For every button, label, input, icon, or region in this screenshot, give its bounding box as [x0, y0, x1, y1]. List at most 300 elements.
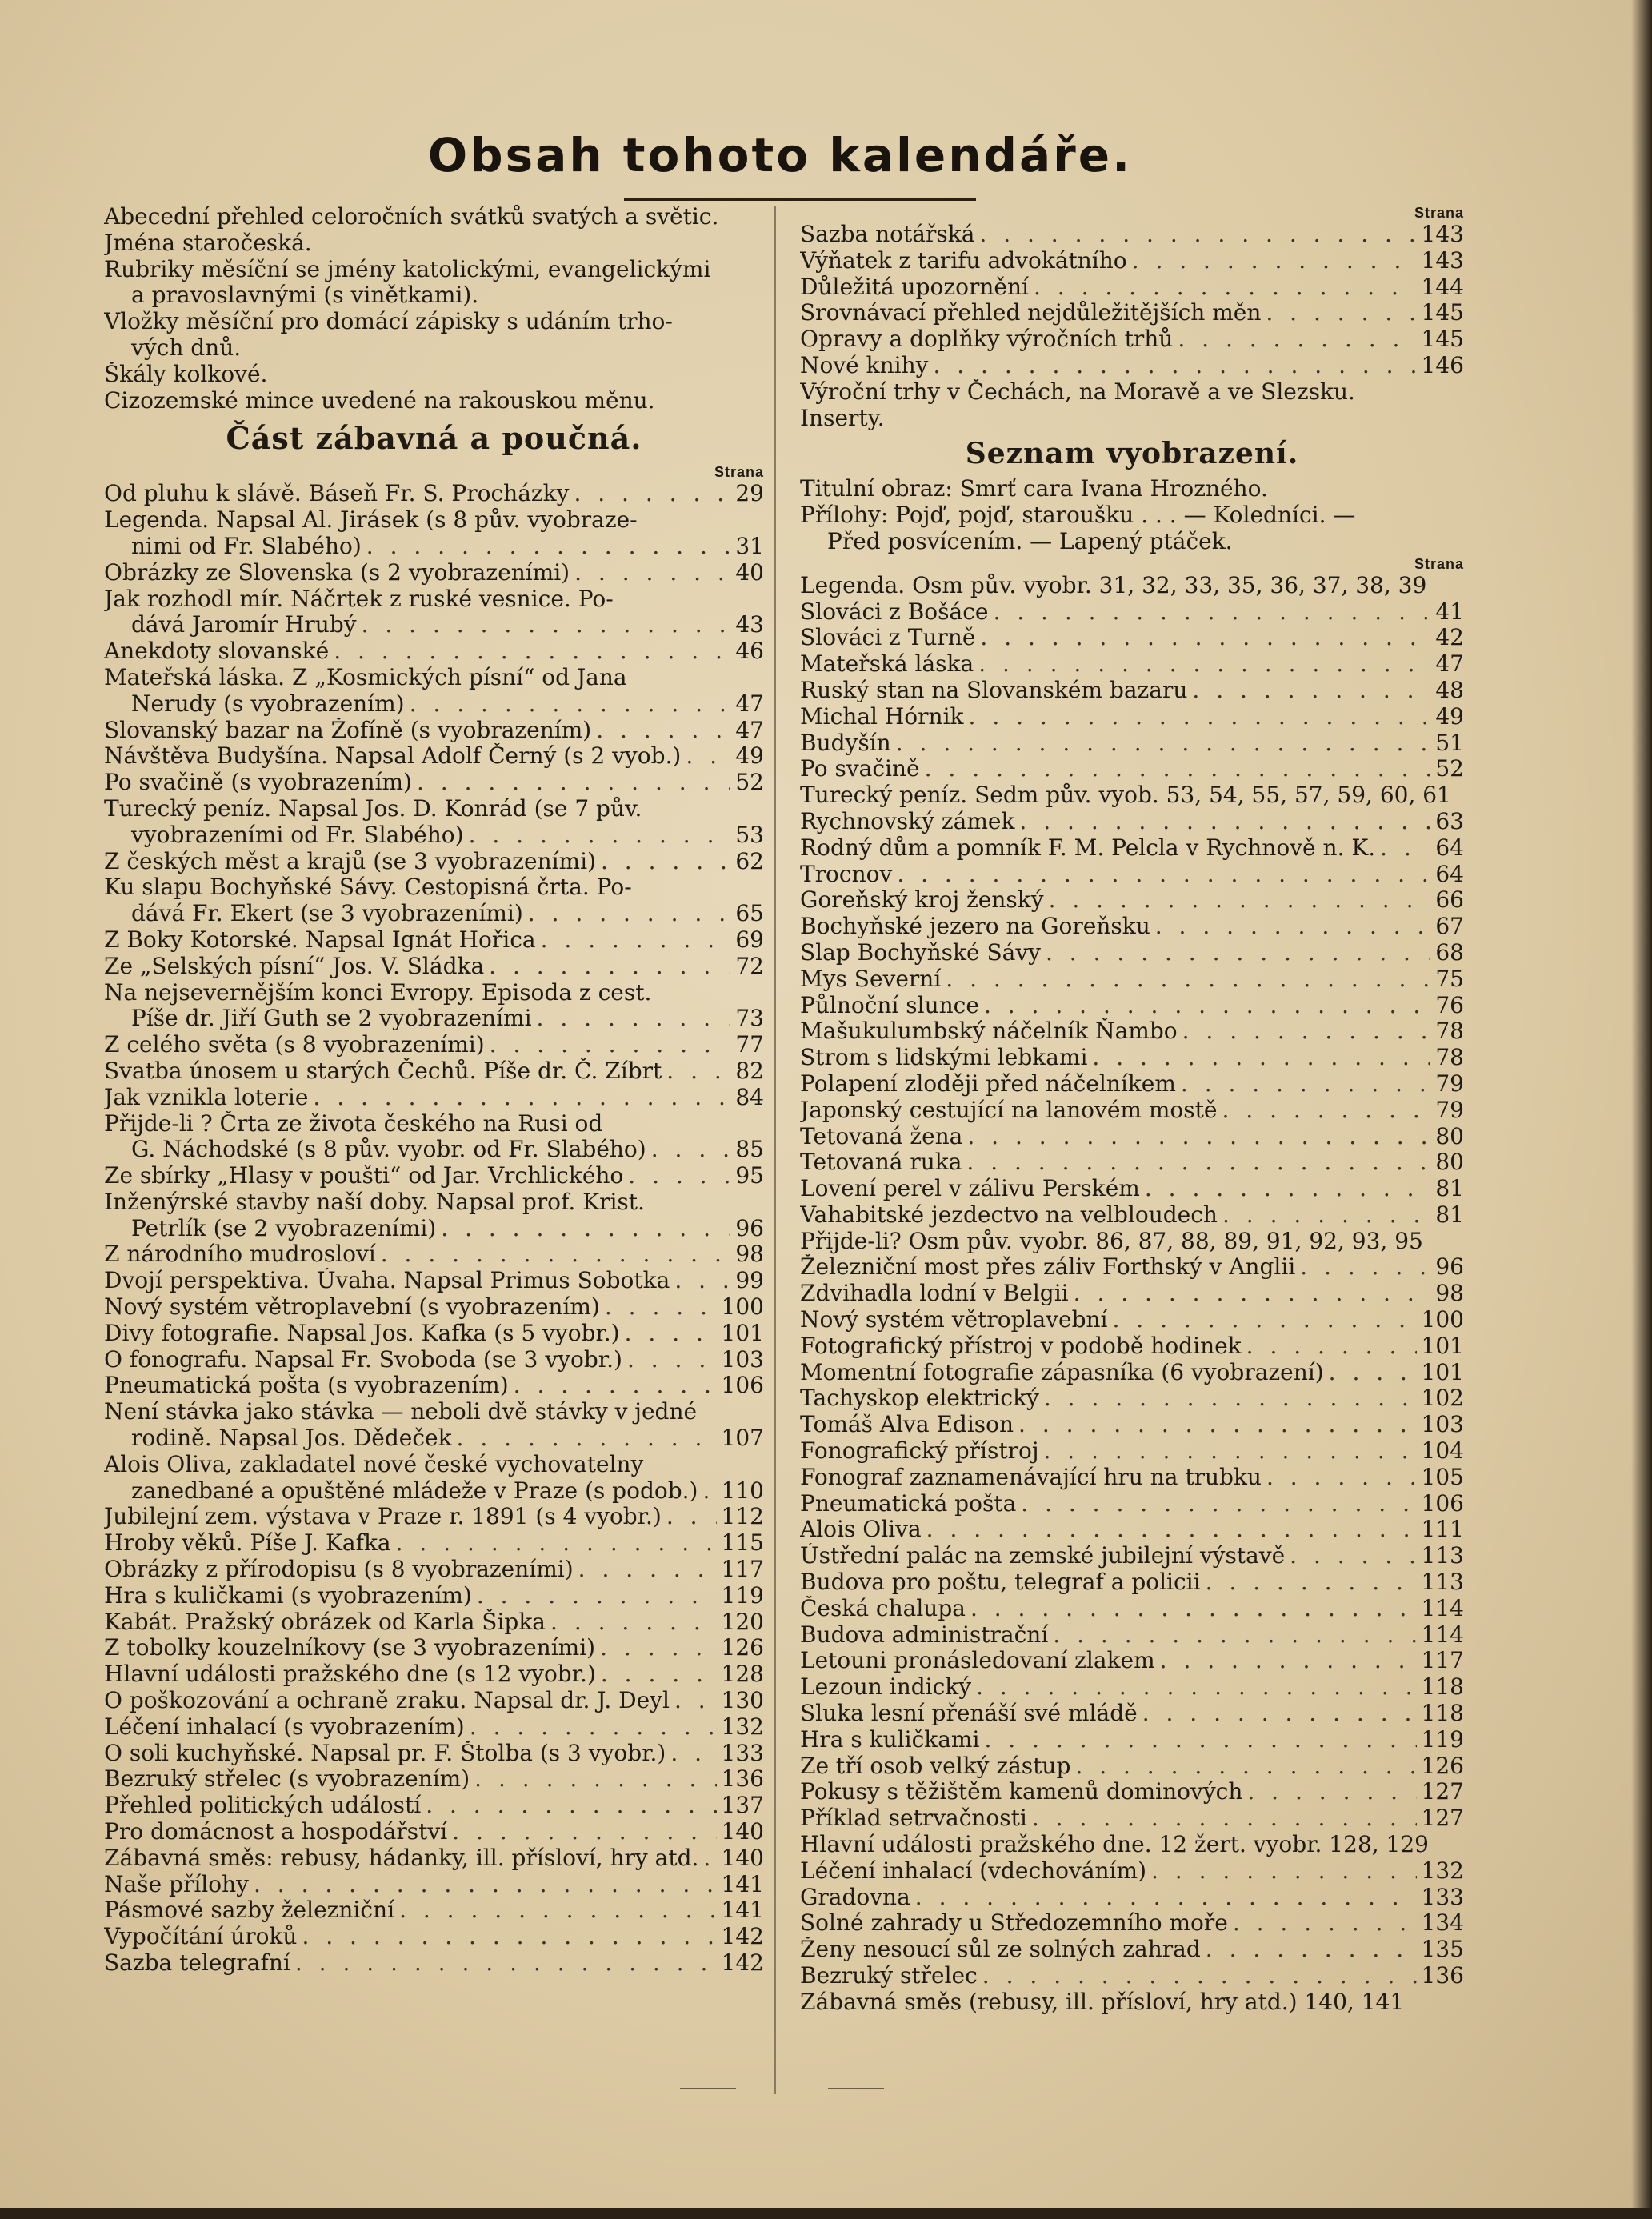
- dot-leader: [1044, 1438, 1417, 1465]
- contents-entry: [104, 507, 764, 534]
- entry-title: Jak rozhodl mír. Náčrtek z ruské vesnice. Po-: [104, 586, 614, 612]
- entry-title: Hlavní události pražského dne. 12 žert. vyobr. 128, 129: [800, 1832, 1429, 1858]
- dot-leader: [1160, 1648, 1417, 1674]
- entry-title: Legenda. Napsal Al. Jirásek (s 8 pův. vyobraze-: [104, 507, 638, 534]
- entry-title: Momentní fotografie zápasníka (6 vyobrazení): [800, 1359, 1324, 1385]
- dot-leader: [946, 966, 1430, 993]
- contents-entry: [104, 1924, 764, 1950]
- entry-title: Jak vznikla loterie: [104, 1084, 309, 1110]
- entry-title: Pro domácnost a hospodářství: [104, 1819, 448, 1845]
- entry-title: Po svačině: [800, 756, 920, 782]
- section-title-zabavna: Část zábavná a poučná.: [226, 420, 642, 457]
- contents-entry: [104, 849, 764, 875]
- dot-leader: [1034, 274, 1417, 301]
- illustration-entry: [800, 1149, 1464, 1176]
- page-number: 96: [1435, 1254, 1464, 1281]
- page-number: 114: [1421, 1595, 1464, 1621]
- dot-leader: [980, 625, 1430, 651]
- page-number: 72: [735, 953, 764, 979]
- entry-title: Fonograf zaznamenávající hru na trubku: [800, 1464, 1262, 1490]
- illustration-entry: [800, 1937, 1464, 1963]
- entry-title: Píše dr. Jiří Guth se 2 vyobrazeními: [131, 1006, 532, 1032]
- page-number: 66: [1435, 887, 1464, 914]
- page-number: 64: [1435, 834, 1464, 861]
- dot-leader: [686, 743, 730, 770]
- contents-entry: [104, 1294, 764, 1321]
- dot-leader: [628, 1163, 730, 1189]
- illustration-entry: [800, 782, 1464, 809]
- illustration-entry: [800, 1385, 1464, 1412]
- page-number: 68: [1435, 939, 1464, 966]
- dot-leader: [302, 1924, 716, 1950]
- dot-leader: [969, 704, 1431, 730]
- dot-leader: [896, 730, 1431, 757]
- dot-leader: [1132, 248, 1417, 274]
- dot-leader: [970, 1596, 1417, 1622]
- entry-title: Inserty.: [800, 405, 885, 431]
- entry-title: Tetovaná ruka: [800, 1149, 962, 1176]
- page-number: 133: [1421, 1884, 1464, 1910]
- dot-leader: [1233, 1910, 1417, 1937]
- page-number: 113: [1421, 1569, 1464, 1596]
- entry-title: O soli kuchyňské. Napsal pr. F. Štolba (s 3 vyobr.): [104, 1740, 666, 1766]
- page-number: 42: [1435, 625, 1464, 651]
- page-number: 49: [735, 743, 764, 770]
- entry-title: Michal Hórnik: [800, 703, 964, 730]
- page-number: 101: [1421, 1333, 1464, 1359]
- page-number: 100: [1421, 1307, 1464, 1333]
- dot-leader: [452, 1819, 716, 1845]
- contents-entry: [104, 718, 764, 744]
- page-number: 80: [1435, 1149, 1464, 1176]
- illustration-entry: [800, 1885, 1464, 1911]
- page-number: 73: [735, 1006, 764, 1032]
- illustration-entry: [800, 625, 1464, 651]
- entry-title: Pásmové sazby železniční: [104, 1897, 395, 1924]
- contents-entry: [104, 1032, 764, 1058]
- dot-leader: [1142, 1701, 1417, 1727]
- contents-entry: [104, 1189, 764, 1216]
- entry-title: Mašukulumbský náčelník Ňambo: [800, 1018, 1178, 1045]
- page-number: 144: [1421, 274, 1464, 300]
- page-number: 48: [1435, 677, 1464, 703]
- dot-leader: [574, 481, 730, 507]
- dot-leader: [1290, 1543, 1416, 1569]
- page-number: 145: [1421, 300, 1464, 326]
- illustration-entry: [800, 1071, 1464, 1098]
- dot-leader: [915, 1885, 1417, 1911]
- entry-title: Fonografický přístroj: [800, 1438, 1039, 1465]
- titulni-obraz-line: Titulní obraz: Smrť cara Ivana Hrozného.: [800, 476, 1268, 502]
- page-number: 132: [721, 1713, 764, 1740]
- illustration-entry: [800, 1569, 1464, 1596]
- illustration-entry: [800, 1543, 1464, 1569]
- prilohy-line-2: Před posvícením. — Lapený ptáček.: [827, 528, 1233, 554]
- strana-label-right: Strana: [1414, 555, 1464, 572]
- entry-title: Lovení perel v zálivu Perském: [800, 1176, 1140, 1202]
- left-column: [104, 204, 764, 1977]
- illustration-entry: [800, 1045, 1464, 1071]
- appendix-entry: [800, 326, 1464, 353]
- dot-leader: [1145, 1176, 1431, 1202]
- page-number: 107: [721, 1425, 764, 1452]
- entry-title: Legenda. Osm pův. vyobr. 31, 32, 33, 35, 36, 37, 38, 39: [800, 572, 1427, 598]
- page-number: 117: [721, 1557, 764, 1583]
- entry-title: Letouni pronásledovaní zlakem: [800, 1648, 1155, 1674]
- page-number: 134: [1421, 1910, 1464, 1937]
- dot-leader: [399, 1897, 716, 1924]
- page-number: 79: [1435, 1070, 1464, 1097]
- dot-leader: [1075, 1753, 1416, 1780]
- entry-title: Jubilejní zem. výstava v Praze r. 1891 (s 4 vyobr.): [104, 1504, 662, 1530]
- contents-entry: [104, 1216, 764, 1242]
- dot-leader: [469, 822, 731, 849]
- entry-title: Důležitá upozornění: [800, 274, 1029, 300]
- page-number: 140: [721, 1845, 764, 1871]
- dot-leader: [1246, 1333, 1417, 1360]
- entry-title: Přijde-li? Osm pův. vyobr. 86, 87, 88, 89, 91, 92, 93, 95: [800, 1228, 1423, 1254]
- dot-leader: [627, 1347, 717, 1373]
- contents-entry: [104, 1950, 764, 1977]
- entry-title: Tachyskop elektrický: [800, 1385, 1039, 1412]
- illustration-entry: [800, 1910, 1464, 1937]
- contents-entry: [104, 1741, 764, 1767]
- page-number: 132: [1421, 1857, 1464, 1884]
- contents-entry: [104, 481, 764, 507]
- dot-leader: [1155, 914, 1431, 940]
- illustration-entry: [800, 1805, 1464, 1832]
- entry-title: nimi od Fr. Slabého): [131, 533, 362, 559]
- illustration-entry: [800, 1779, 1464, 1805]
- entry-title: Nový systém větroplavební: [800, 1307, 1108, 1333]
- dot-leader: [979, 222, 1416, 248]
- contents-entry: [104, 1688, 764, 1714]
- page-number: 103: [721, 1346, 764, 1373]
- entry-title: Ženy nesoucí sůl ze solných zahrad: [800, 1937, 1201, 1963]
- illustration-entry: [800, 1517, 1464, 1543]
- illustration-entry: [800, 809, 1464, 835]
- entry-title: Slováci z Turně: [800, 625, 976, 651]
- dot-leader: [703, 1845, 716, 1872]
- appendix-entry: [800, 406, 1464, 432]
- page-number: 80: [1435, 1123, 1464, 1149]
- contents-entry: [104, 1793, 764, 1819]
- page-number: 103: [1421, 1412, 1464, 1438]
- entry-title: Strom s lidskými lebkami: [800, 1045, 1088, 1071]
- contents-entry: [104, 1425, 764, 1452]
- illustration-entry: [800, 678, 1464, 704]
- entry-title: Slap Bochyňské Sávy: [800, 939, 1041, 966]
- contents-entry: [104, 638, 764, 665]
- illustration-entry: [800, 1254, 1464, 1281]
- contents-entry: [104, 1609, 764, 1636]
- entry-title: Divy fotografie. Napsal Jos. Kafka (s 5 vyobr.): [104, 1320, 620, 1346]
- page-number: 136: [1421, 1963, 1464, 1989]
- page-number: 98: [735, 1241, 764, 1268]
- contents-entry: [104, 1766, 764, 1793]
- illustration-entry: [800, 1098, 1464, 1124]
- intro-line: Vložky měsíční pro domácí zápisky s udáním trho-: [104, 309, 673, 335]
- title-underline: [624, 198, 976, 201]
- entry-title: dává Jaromír Hrubý: [131, 612, 357, 638]
- dot-leader: [514, 1373, 717, 1399]
- entry-title: Kabát. Pražský obrázek od Karla Šipka: [104, 1609, 546, 1635]
- right-top-list: [800, 222, 1464, 431]
- page-number: 31: [735, 533, 764, 559]
- contents-entry: [104, 980, 764, 1006]
- page-number: 69: [735, 926, 764, 953]
- page-number: 29: [735, 481, 764, 507]
- illustration-entry: [800, 1176, 1464, 1202]
- page-number: 81: [1435, 1176, 1464, 1202]
- dot-leader: [1247, 1779, 1416, 1805]
- page-number: 43: [735, 612, 764, 638]
- contents-entry: [104, 822, 764, 849]
- left-intro-list: [104, 204, 764, 414]
- entry-title: Japonský cestující na lanovém mostě: [800, 1097, 1218, 1123]
- entry-title: Ze „Selských písní“ Jos. V. Sládka: [104, 953, 485, 979]
- illustration-entry: [800, 1622, 1464, 1649]
- illustration-entry: [800, 1989, 1464, 2016]
- entry-title: Alois Oliva, zakladatel nové české vychovatelny: [104, 1451, 644, 1477]
- page-number: 84: [735, 1084, 764, 1110]
- illustration-entry: [800, 1360, 1464, 1386]
- dot-leader: [596, 718, 730, 744]
- dot-leader: [1222, 1098, 1430, 1124]
- entry-title: Fotografický přístroj v podobě hodinek: [800, 1333, 1242, 1359]
- dot-leader: [926, 1517, 1417, 1543]
- contents-entry: [104, 874, 764, 901]
- dot-leader: [1074, 1281, 1431, 1307]
- page-number: 65: [735, 901, 764, 927]
- dot-leader: [426, 1793, 716, 1819]
- dot-leader: [528, 901, 731, 927]
- illustration-entry: [800, 1648, 1464, 1674]
- dot-leader: [1018, 1412, 1417, 1438]
- intro-line: Jména staročeská.: [104, 230, 312, 256]
- contents-entry: [104, 743, 764, 770]
- page-number: 85: [735, 1137, 764, 1163]
- dot-leader: [1222, 1202, 1430, 1229]
- entry-title: Ze sbírky „Hlasy v poušti“ od Jar. Vrchlického: [104, 1163, 624, 1189]
- entry-title: Ruský stan na Slovanském bazaru: [800, 677, 1188, 703]
- illustration-entry: [800, 1674, 1464, 1701]
- illustration-entry: [800, 940, 1464, 966]
- page-number: 67: [1435, 914, 1464, 940]
- page-number: 142: [721, 1950, 764, 1976]
- page-number: 136: [721, 1766, 764, 1793]
- entry-title: Česká chalupa: [800, 1595, 966, 1621]
- page-number: 146: [1421, 352, 1464, 378]
- entry-title: Naše přílohy: [104, 1871, 249, 1897]
- illustration-entry: [800, 966, 1464, 993]
- page-number: 100: [721, 1294, 764, 1321]
- entry-title: Pneumatická pošta (s vyobrazením): [104, 1373, 509, 1399]
- contents-entry: [104, 1635, 764, 1661]
- entry-title: Zábavná směs (rebusy, ill. přísloví, hry atd.) 140, 141: [800, 1989, 1405, 2015]
- dot-leader: [541, 927, 731, 954]
- intro-line: Rubriky měsíční se jmény katolickými, evangelickými: [104, 256, 711, 282]
- entry-title: Dvojí perspektiva. Úvaha. Napsal Primus Sobotka: [104, 1268, 670, 1294]
- entry-title: Mys Severní: [800, 966, 942, 992]
- illustration-entry: [800, 704, 1464, 730]
- dot-leader: [410, 691, 731, 718]
- entry-title: Turecký peníz. Sedm pův. vyob. 53, 54, 55, 57, 59, 60, 61: [800, 782, 1451, 809]
- contents-entry: [104, 1137, 764, 1163]
- contents-entry: [104, 534, 764, 560]
- page-number: 101: [721, 1320, 764, 1346]
- entry-title: Anekdoty slovanské: [104, 638, 330, 665]
- dot-leader: [1053, 1622, 1416, 1649]
- dot-leader: [982, 1963, 1417, 1989]
- contents-entry: [104, 1583, 764, 1609]
- contents-entry: [104, 1530, 764, 1557]
- intro-line: Cizozemské mince uvedené na rakouskou měnu.: [104, 387, 655, 414]
- page-number: 117: [1421, 1648, 1464, 1674]
- dot-leader: [396, 1530, 717, 1557]
- contents-entry: [104, 927, 764, 954]
- strana-label-right-top: Strana: [1414, 205, 1464, 221]
- illustration-entry: [800, 1412, 1464, 1438]
- entry-title: Budova administrační: [800, 1621, 1049, 1648]
- entry-title: Nový systém větroplavební (s vyobrazením): [104, 1294, 600, 1321]
- contents-entry: [104, 1845, 764, 1872]
- page-number: 46: [735, 638, 764, 665]
- dot-leader: [1181, 1071, 1430, 1098]
- entry-title: Z tobolky kouzelníkovy (se 3 vyobrazeními): [104, 1635, 596, 1661]
- entry-title: Z národního mudrosloví: [104, 1241, 376, 1268]
- entry-title: Vahabitské jezdectvo na velbloudech: [800, 1201, 1218, 1228]
- page-number: 127: [1421, 1779, 1464, 1805]
- contents-entry: [104, 1714, 764, 1741]
- dot-leader: [601, 1661, 717, 1688]
- entry-title: Z Boky Kotorské. Napsal Ignát Hořica: [104, 926, 536, 953]
- column-divider: [774, 206, 776, 2094]
- dot-leader: [674, 1688, 717, 1714]
- contents-entry: [104, 1399, 764, 1425]
- dot-leader: [976, 1674, 1416, 1701]
- entry-title: Solné zahrady u Středozemního moře: [800, 1910, 1228, 1937]
- entry-title: Budyšín: [800, 730, 891, 756]
- page-number: 143: [1421, 247, 1464, 274]
- entry-title: Ku slapu Bochyňské Sávy. Cestopisná črta. Po-: [104, 874, 632, 901]
- entry-title: dává Fr. Ekert (se 3 vyobrazeními): [131, 901, 523, 927]
- contents-entry: [104, 954, 764, 980]
- illustration-entry: [800, 1465, 1464, 1491]
- dot-leader: [574, 560, 730, 586]
- dot-leader: [601, 849, 730, 875]
- entry-title: Mateřská láska. Z „Kosmických písní“ od Jana: [104, 664, 627, 690]
- dot-leader: [457, 1425, 717, 1452]
- entry-title: Není stávka jako stávka — neboli dvě stávky v jedné: [104, 1399, 698, 1425]
- entry-title: Přehled politických událostí: [104, 1793, 422, 1819]
- dot-leader: [666, 1504, 717, 1530]
- entry-title: zanedbané a opuštěné mládeže v Praze (s podob.): [131, 1477, 698, 1504]
- entry-title: Goreňský kroj ženský: [800, 887, 1044, 914]
- page-number: 119: [721, 1582, 764, 1609]
- entry-title: Hroby věků. Píše J. Kafka: [104, 1530, 391, 1557]
- page-number: 62: [735, 848, 764, 874]
- contents-entry: [104, 691, 764, 718]
- entry-title: Zábavná směs: rebusy, hádanky, ill. přísloví, hry atd.: [104, 1845, 699, 1871]
- contents-entry: [104, 1504, 764, 1530]
- dot-leader: [925, 756, 1431, 782]
- page-number: 141: [721, 1871, 764, 1897]
- page-number: 145: [1421, 326, 1464, 353]
- dot-leader: [897, 862, 1430, 888]
- entry-title: Nerudy (s vyobrazením): [131, 690, 405, 717]
- entry-title: Inženýrské stavby naší doby. Napsal prof. Krist.: [104, 1189, 645, 1215]
- contents-entry: [104, 1268, 764, 1294]
- page-number: 99: [735, 1268, 764, 1294]
- entry-title: Od pluhu k slávě. Báseň Fr. S. Procházky: [104, 481, 570, 507]
- dot-leader: [966, 1149, 1430, 1176]
- right-entries-list: [800, 573, 1464, 2016]
- illustration-entry: [800, 862, 1464, 888]
- entry-title: Svatba únosem u starých Čechů. Píše dr. Č. Zíbrt: [104, 1058, 662, 1084]
- page-number: 96: [735, 1215, 764, 1241]
- contents-entry: [104, 1006, 764, 1032]
- entry-title: Alois Oliva: [800, 1517, 922, 1543]
- entry-title: Z celého světa (s 8 vyobrazeními): [104, 1032, 485, 1058]
- entry-title: Hra s kuličkami (s vyobrazením): [104, 1582, 472, 1609]
- entry-title: Bochyňské jezero na Goreňsku: [800, 914, 1150, 940]
- page-number: 126: [721, 1635, 764, 1661]
- entry-title: Hlavní události pražského dne (s 12 vyobr.): [104, 1661, 596, 1688]
- prilohy-line-1: Přílohy: Pojď, pojď, staroušku . . . — Koledníci. —: [800, 502, 1356, 529]
- entry-title: rodině. Napsal Jos. Dědeček: [131, 1425, 452, 1452]
- dot-leader: [1300, 1254, 1430, 1281]
- dot-leader: [993, 599, 1430, 626]
- entry-title: Půlnoční slunce: [800, 992, 979, 1018]
- entry-title: Slováci z Bošáce: [800, 598, 989, 625]
- illustration-entry: [800, 1753, 1464, 1780]
- illustration-entry: [800, 651, 1464, 678]
- contents-entry: [104, 1085, 764, 1111]
- page-number: 127: [1421, 1805, 1464, 1832]
- dot-leader: [1049, 887, 1431, 914]
- dot-leader: [295, 1950, 717, 1977]
- illustration-entry: [800, 1858, 1464, 1885]
- page-number: 130: [721, 1688, 764, 1714]
- illustration-entry: [800, 1491, 1464, 1517]
- entry-title: Přijde-li ? Črta ze života českého na Rusi od: [104, 1110, 603, 1137]
- page-number: 120: [721, 1609, 764, 1635]
- illustration-entry: [800, 573, 1464, 599]
- entry-title: Výroční trhy v Čechách, na Moravě a ve Slezsku.: [800, 378, 1355, 405]
- page-number: 49: [1435, 703, 1464, 730]
- illustration-entry: [800, 993, 1464, 1019]
- contents-entry: [104, 586, 764, 613]
- contents-entry: [104, 901, 764, 927]
- illustration-entry: [800, 835, 1464, 862]
- entry-title: Léčení inhalací (s vyobrazením): [104, 1713, 465, 1740]
- entry-title: Slovanský bazar na Žofíně (s vyobrazením): [104, 717, 592, 743]
- page-number: 78: [1435, 1018, 1464, 1045]
- dot-leader: [550, 1609, 717, 1636]
- dot-leader: [1092, 1045, 1430, 1071]
- dot-leader: [1329, 1360, 1417, 1386]
- dot-leader: [1112, 1307, 1416, 1333]
- page-number: 104: [1421, 1438, 1464, 1465]
- page-number: 111: [1421, 1517, 1464, 1543]
- illustration-entry: [800, 1333, 1464, 1360]
- entry-title: Lezoun indický: [800, 1674, 972, 1701]
- page-number: 52: [1435, 756, 1464, 782]
- contents-entry: [104, 1872, 764, 1898]
- dot-leader: [362, 612, 731, 638]
- dot-leader: [1032, 1805, 1417, 1832]
